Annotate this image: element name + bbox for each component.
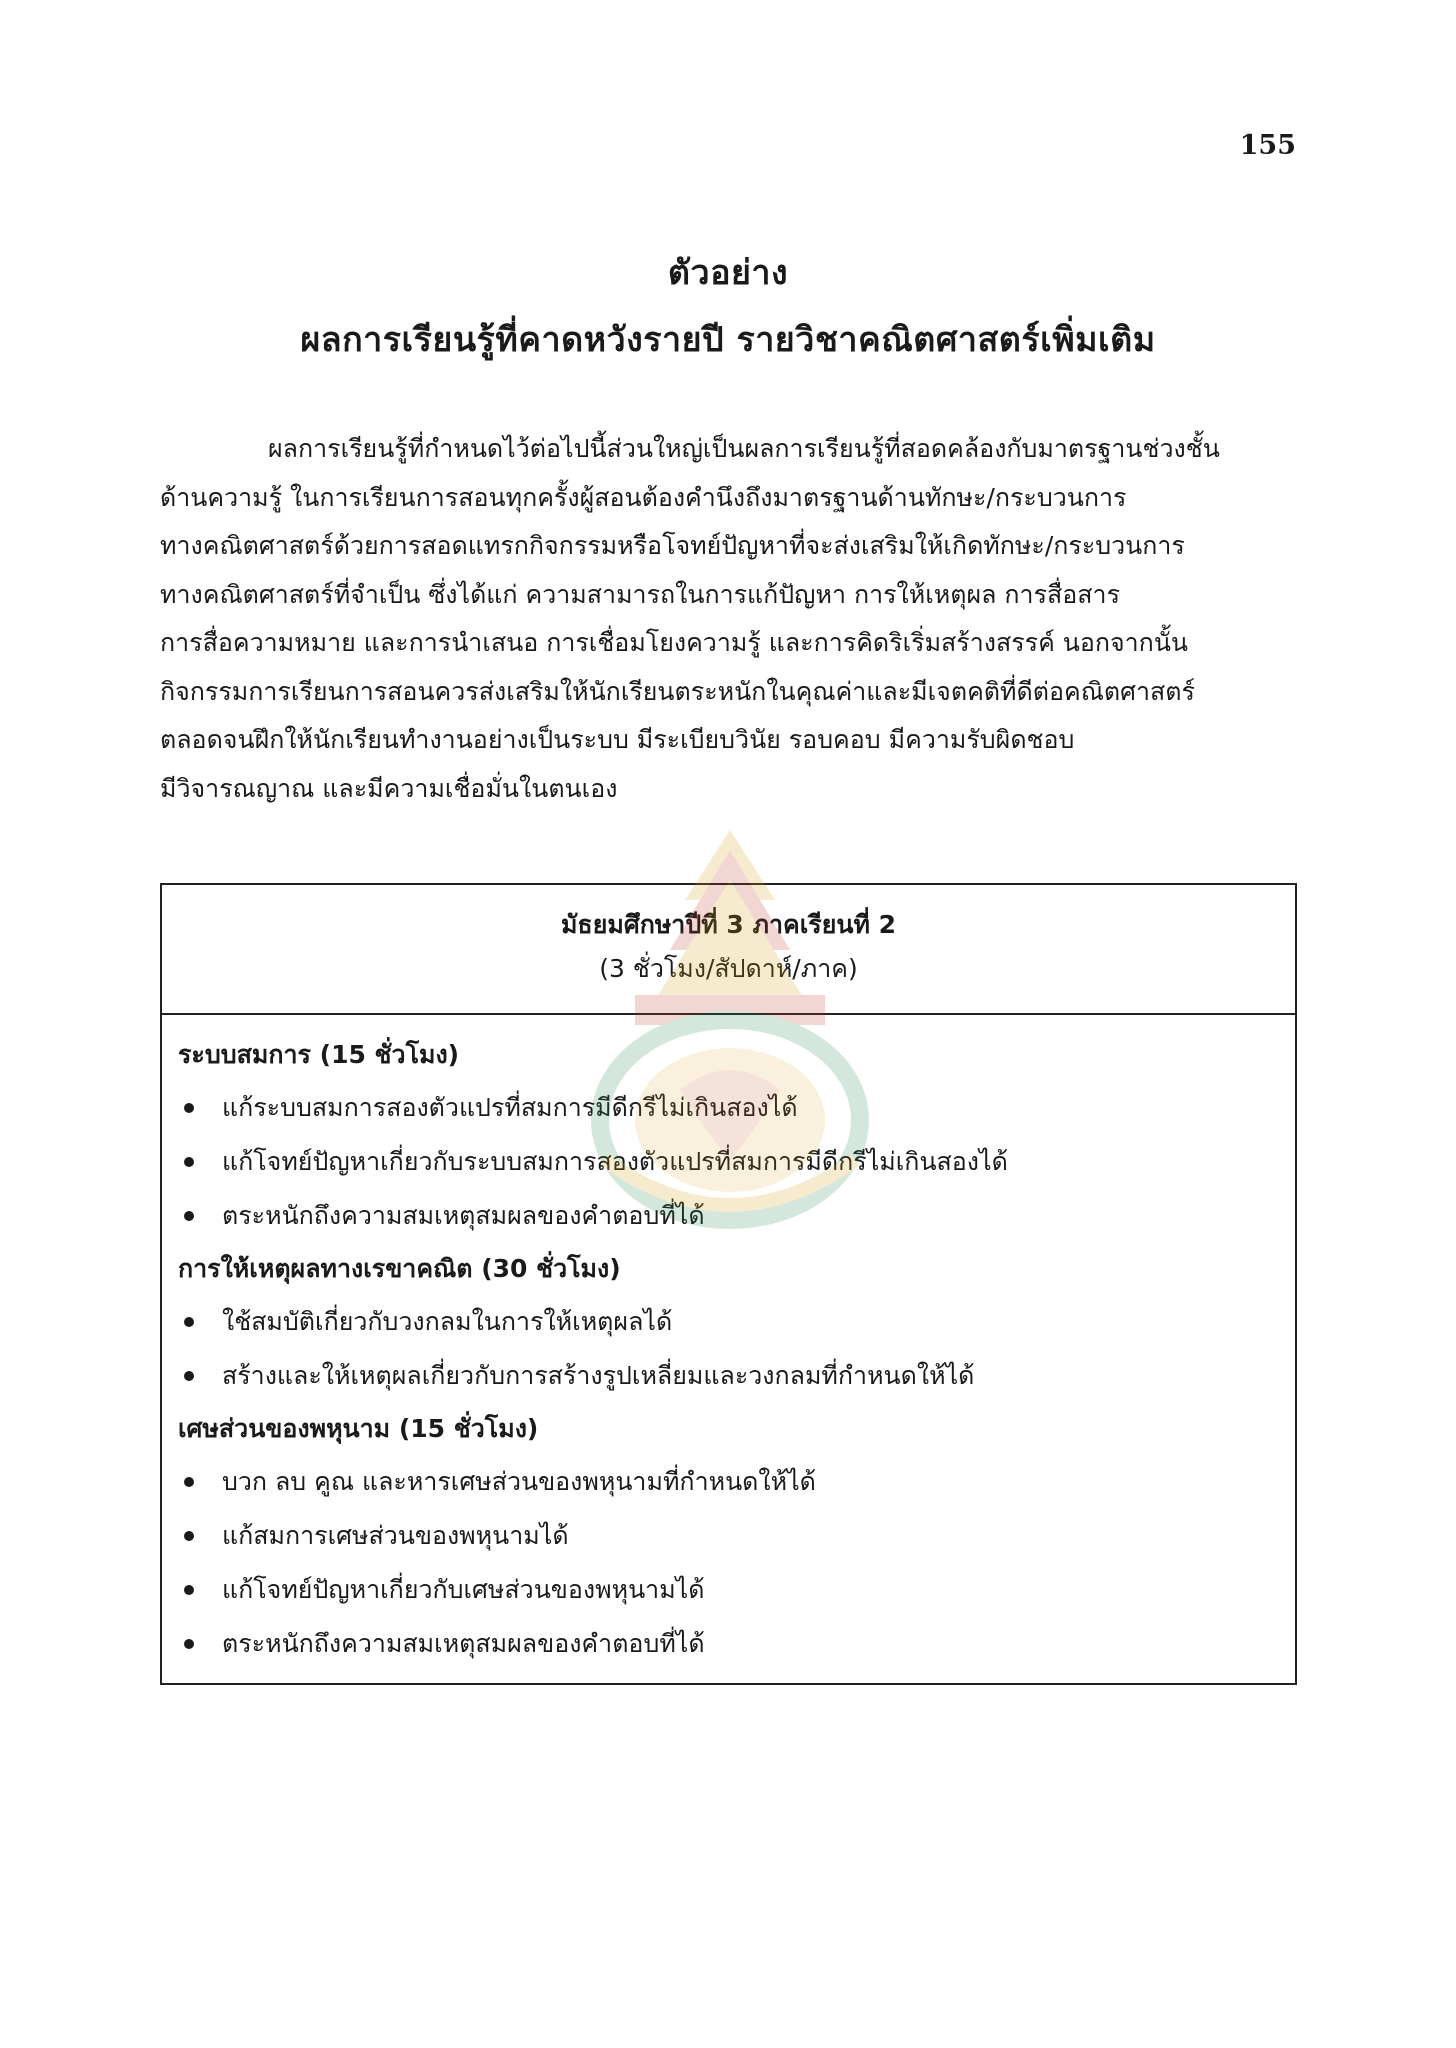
bullet-icon	[184, 1157, 194, 1167]
list-item: แก้โจทย์ปัญหาเกี่ยวกับเศษส่วนของพหุนามได้	[178, 1563, 1295, 1617]
list-item: แก้โจทย์ปัญหาเกี่ยวกับระบบสมการสองตัวแปรที่สมการมีดีกรีไม่เกินสองได้	[178, 1135, 1295, 1189]
list-item: แก้ระบบสมการสองตัวแปรที่สมการมีดีกรีไม่เกินสองได้	[178, 1081, 1295, 1135]
bullet-icon	[184, 1371, 194, 1381]
box-heading: มัธยมศึกษาปีที่ 3 ภาคเรียนที่ 2	[560, 910, 897, 939]
section-title: การให้เหตุผลทางเรขาคณิต (30 ชั่วโมง)	[178, 1254, 621, 1283]
page-number: 155	[1239, 130, 1296, 161]
list-item: ตระหนักถึงความสมเหตุสมผลของคำตอบที่ได้	[178, 1189, 1295, 1243]
box-body	[162, 1015, 1295, 1671]
intro-line: กิจกรรมการเรียนการสอนควรส่งเสริมให้นักเรียนตระหนักในคุณค่าและมีเจตคติที่ดีต่อคณิตศาสตร์	[160, 676, 1195, 706]
list-item: ตระหนักถึงความสมเหตุสมผลของคำตอบที่ได้	[178, 1617, 1295, 1671]
curriculum-box	[160, 883, 1297, 1685]
bullet-icon	[184, 1211, 194, 1221]
section-title: ระบบสมการ (15 ชั่วโมง)	[178, 1040, 460, 1069]
bullet-icon	[184, 1477, 194, 1487]
intro-line: ตลอดจนฝึกให้นักเรียนทำงานอย่างเป็นระบบ มีระเบียบวินัย รอบคอบ มีความรับผิดชอบ	[160, 725, 1075, 754]
list-item: สร้างและให้เหตุผลเกี่ยวกับการสร้างรูปเหลี่ยมและวงกลมที่กำหนดให้ได้	[178, 1349, 1295, 1403]
list-item: ใช้สมบัติเกี่ยวกับวงกลมในการให้เหตุผลได้	[178, 1295, 1295, 1349]
section-title: เศษส่วนของพหุนาม (15 ชั่วโมง)	[178, 1414, 539, 1443]
intro-paragraph	[160, 425, 1298, 813]
intro-line: ด้านความรู้ ในการเรียนการสอนทุกครั้งผู้สอนต้องคำนึงถึงมาตรฐานด้านทักษะ/กระบวนการ	[160, 482, 1127, 512]
bullet-icon	[184, 1103, 194, 1113]
bullet-icon	[184, 1531, 194, 1541]
intro-line: การสื่อความหมาย และการนำเสนอ การเชื่อมโยงความรู้ และการคิดริเริ่มสร้างสรรค์ นอกจากนั้น	[160, 628, 1189, 657]
bullet-icon	[184, 1639, 194, 1649]
intro-line: มีวิจารณญาณ และมีความเชื่อมั่นในตนเอง	[160, 773, 618, 803]
list-item: แก้สมการเศษส่วนของพหุนามได้	[178, 1509, 1295, 1563]
intro-line: ทางคณิตศาสตร์ด้วยการสอดแทรกกิจกรรมหรือโจทย์ปัญหาที่จะส่งเสริมให้เกิดทักษะ/กระบวนการ	[160, 531, 1185, 560]
box-header	[162, 885, 1295, 1015]
page-title: ตัวอย่าง	[667, 253, 789, 293]
intro-line: ผลการเรียนรู้ที่กำหนดไว้ต่อไปนี้ส่วนใหญ่เป็นผลการเรียนรู้ที่สอดคล้องกับมาตรฐานช่วงชั้น	[268, 434, 1220, 463]
page-subtitle: ผลการเรียนรู้ที่คาดหวังรายปี รายวิชาคณิตศาสตร์เพิ่มเติม	[300, 320, 1156, 360]
box-subheading: (3 ชั่วโมง/สัปดาห์/ภาค)	[599, 954, 858, 983]
bullet-icon	[184, 1585, 194, 1595]
list-item: บวก ลบ คูณ และหารเศษส่วนของพหุนามที่กำหนดให้ได้	[178, 1455, 1295, 1509]
intro-line: ทางคณิตศาสตร์ที่จำเป็น ซึ่งได้แก่ ความสามารถในการแก้ปัญหา การให้เหตุผล การสื่อสาร	[160, 579, 1121, 609]
bullet-icon	[184, 1317, 194, 1327]
